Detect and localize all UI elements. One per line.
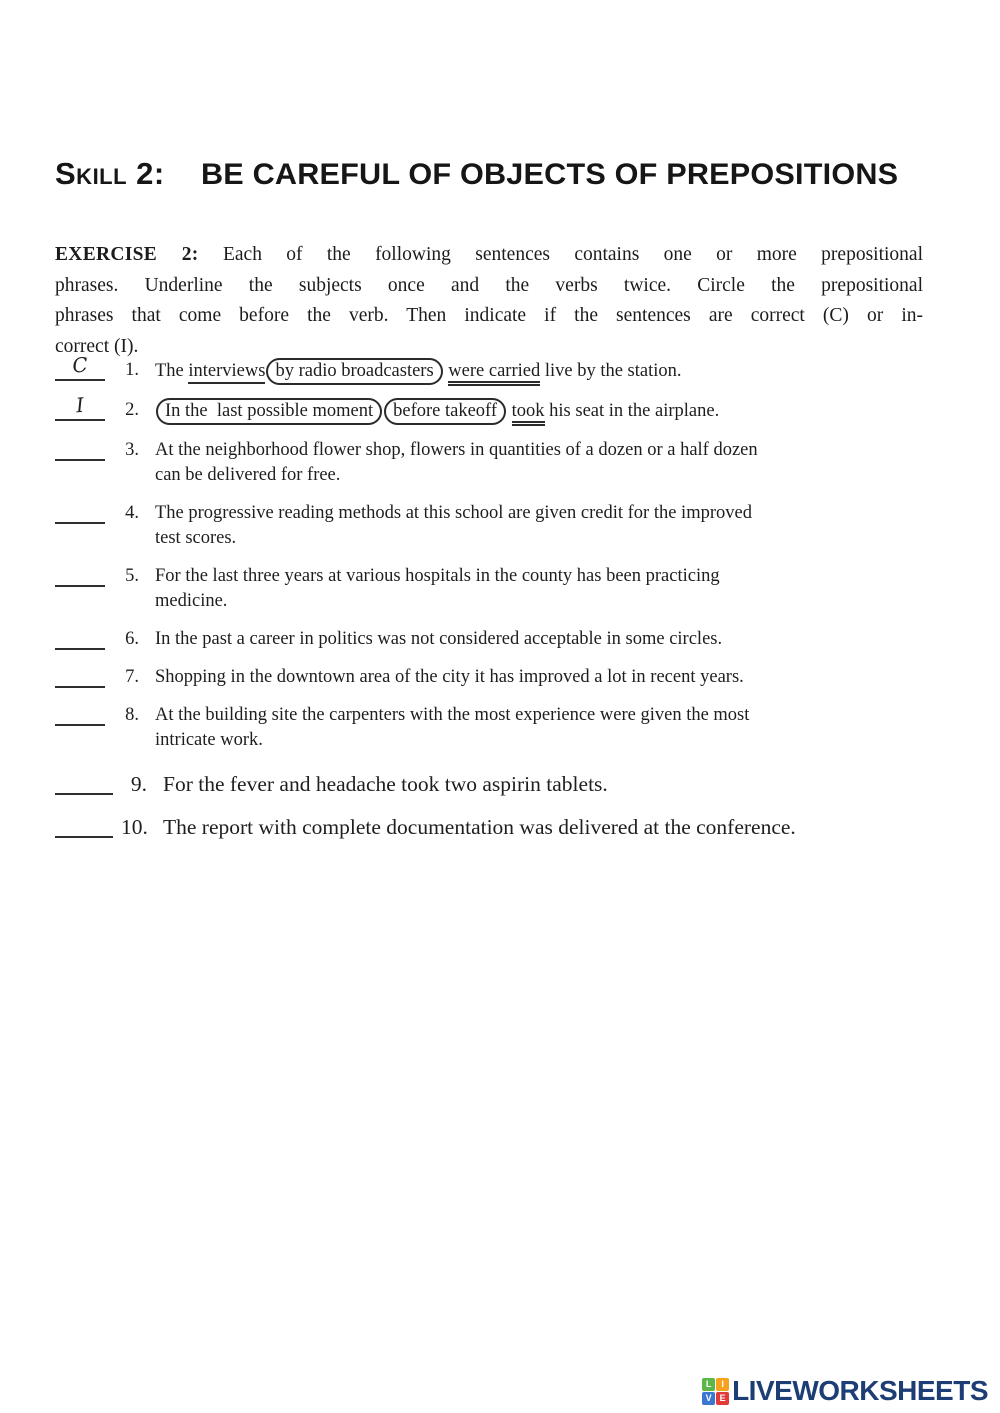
item-number: 4. (125, 503, 139, 523)
sentence-text: In the past a career in politics was not considered acceptable in some circles. (155, 629, 723, 649)
sentence-text: live by the station. (540, 361, 682, 381)
instructions-line: correct (I). (55, 335, 139, 357)
answer-blank[interactable] (55, 564, 105, 587)
logo-cell-e: E (716, 1392, 729, 1405)
sentence-text: The progressive reading methods at this school are given credit for the improved (155, 503, 752, 523)
circled-phrase: by radio broadcasters (266, 358, 442, 385)
item-sentence (139, 358, 940, 385)
exercise-item (55, 769, 940, 799)
answer-blank[interactable] (55, 392, 105, 421)
exercise-item (55, 501, 940, 551)
double-underlined-verb: took (512, 401, 545, 426)
sentence-text: For the fever and headache took two aspirin tablets. (163, 772, 608, 796)
exercise-instructions (55, 240, 923, 362)
logo-cell-v: V (702, 1392, 715, 1405)
instructions-line: phrases. Underline the subjects once and the verbs twice. Circle the prepositional (55, 274, 923, 296)
answer-blank[interactable] (55, 501, 105, 524)
item-number: 5. (125, 566, 139, 586)
sentence-text: can be delivered for free. (155, 465, 341, 485)
answer-blank[interactable] (55, 627, 105, 650)
exercise-item (55, 627, 940, 652)
item-number: 3. (125, 440, 139, 460)
instructions-line-text: Each of the following sentences contains one or more prepositional (222, 244, 923, 265)
answer-blank[interactable] (55, 769, 113, 795)
answer-blank[interactable] (55, 352, 105, 381)
circled-phrase: In the last possible moment (156, 398, 382, 425)
item-number: 7. (125, 667, 139, 687)
liveworksheets-icon (702, 1378, 729, 1405)
double-underlined-verb: were carried (448, 361, 540, 386)
exercise-item (55, 703, 940, 753)
instructions-line (55, 240, 923, 271)
item-number: 1. (125, 360, 139, 380)
sentence-text: test scores. (155, 528, 237, 548)
item-number: 8. (125, 705, 139, 725)
item-sentence (139, 564, 940, 614)
item-sentence (139, 501, 940, 551)
page-title (55, 156, 898, 192)
exercise-item (55, 438, 940, 488)
liveworksheets-wordmark: LIVEWORKSHEETS (732, 1375, 988, 1406)
item-sentence (139, 438, 940, 488)
sentence-text: The (155, 361, 189, 381)
answer-blank[interactable] (55, 665, 105, 688)
sentence-text: The report with complete documentation was delivered at the conference. (163, 815, 796, 839)
sentence-text: For the last three years at various hospitals in the county has been practicing (155, 566, 720, 586)
item-sentence (139, 703, 940, 753)
logo-cell-i: I (716, 1378, 729, 1391)
sentence-text (507, 401, 512, 421)
sentence-text: his seat in the airplane. (544, 401, 720, 421)
instructions-line: phrases that come before the verb. Then indicate if the sentences are correct (C) or in- (55, 305, 923, 326)
logo-cell-l: L (702, 1378, 715, 1391)
sentence-text: Shopping in the downtown area of the city it has improved a lot in recent years. (155, 667, 744, 687)
handwritten-answer: C (71, 352, 89, 378)
item-sentence (139, 627, 940, 652)
underlined-subject: interviews (188, 361, 265, 384)
sentence-text: intricate work. (155, 730, 263, 750)
item-sentence (139, 398, 940, 425)
exercise-item (55, 392, 940, 425)
item-number: 6. (125, 629, 139, 649)
exercise-label: EXERCISE 2: (55, 244, 199, 265)
answer-blank[interactable] (55, 438, 105, 461)
item-sentence (139, 665, 940, 690)
exercise-item (55, 564, 940, 614)
item-number: 2. (125, 400, 139, 420)
exercise-list (55, 352, 940, 855)
title-skill-label: Skill 2: (55, 156, 165, 191)
answer-blank[interactable] (55, 812, 113, 838)
exercise-item (55, 352, 940, 385)
item-number: 9. (130, 772, 147, 796)
item-number: 10. (121, 815, 148, 839)
answer-blank[interactable] (55, 703, 105, 726)
sentence-text: At the neighborhood flower shop, flowers in quantities of a dozen or a half dozen (155, 440, 758, 460)
title-main-text: BE CAREFUL OF OBJECTS OF PREPOSITIONS (200, 158, 898, 191)
handwritten-answer: I (74, 392, 85, 418)
item-sentence (147, 812, 940, 842)
liveworksheets-logo[interactable] (702, 1375, 988, 1407)
item-sentence (147, 769, 940, 799)
sentence-text: medicine. (155, 591, 228, 611)
circled-phrase: before takeoff (384, 398, 506, 425)
exercise-item (55, 812, 940, 842)
sentence-text: At the building site the carpenters with the most experience were given the most (155, 705, 750, 725)
exercise-item (55, 665, 940, 690)
